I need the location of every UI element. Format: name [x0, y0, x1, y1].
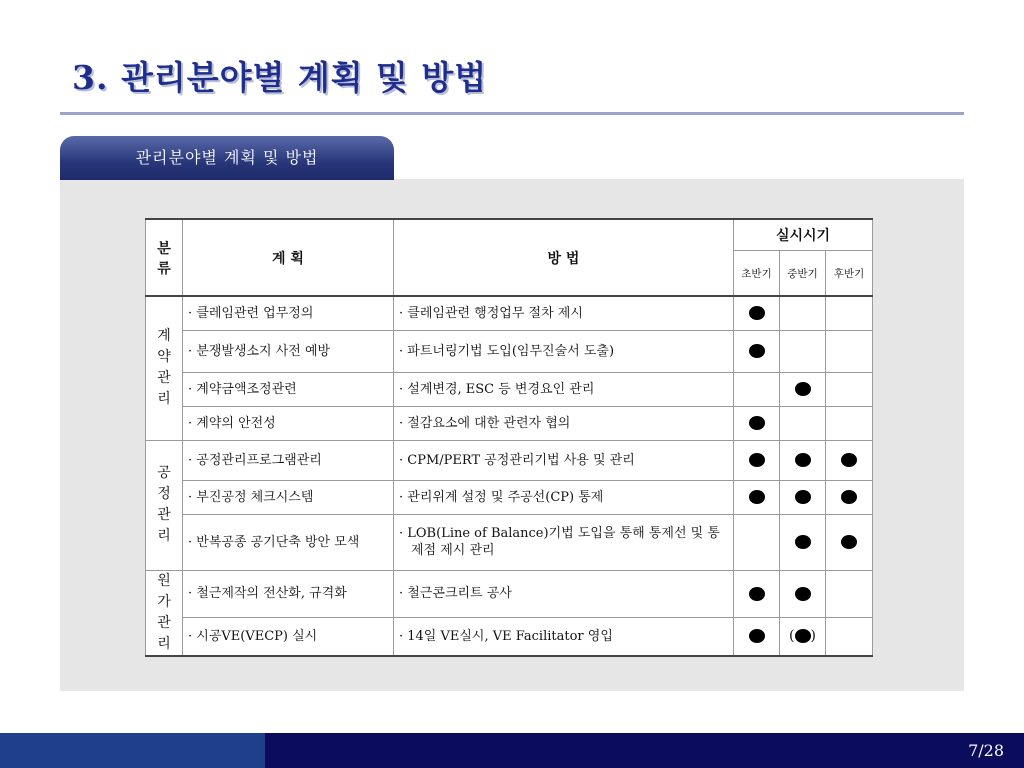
early-period-cell [734, 406, 780, 440]
category-cell: 원 가 관 리 [146, 570, 183, 656]
bullet-icon [795, 453, 811, 467]
table-row [146, 330, 873, 372]
method-cell: · LOB(Line of Balance)기법 도입을 통해 통제선 및 통제점 제시 관리 [394, 514, 734, 570]
plan-cell: · 공정관리프로그램관리 [183, 440, 394, 480]
late-period-cell [826, 372, 873, 406]
late-period-cell [826, 330, 873, 372]
mid-period-cell: ( ) [780, 617, 826, 655]
table-row [146, 372, 873, 406]
mid-period-cell [780, 406, 826, 440]
early-period-cell [734, 514, 780, 570]
bullet-icon [841, 535, 857, 549]
page-number: 7/28 [968, 741, 1004, 760]
table-row [146, 514, 873, 570]
late-period-cell [826, 617, 873, 655]
bullet-icon [749, 306, 765, 320]
plan-cell: · 클레임관련 업무정의 [183, 296, 394, 330]
bullet-icon [841, 453, 857, 467]
late-period-cell [826, 296, 873, 330]
method-cell: · 설계변경, ESC 등 변경요인 관리 [394, 372, 734, 406]
method-cell: · 관리위계 설정 및 주공선(CP) 통제 [394, 480, 734, 514]
period-header: 실시시기 [734, 219, 873, 251]
early-period-cell [734, 570, 780, 617]
category-header: 분 류 [146, 219, 183, 296]
plan-cell: · 반복공종 공기단축 방안 모색 [183, 514, 394, 570]
plan-cell: · 계약금액조정관련 [183, 372, 394, 406]
bullet-icon [749, 629, 765, 643]
method-header: 방 법 [394, 219, 734, 296]
bullet-icon [795, 382, 811, 396]
method-cell: · 클레임관련 행정업무 절차 제시 [394, 296, 734, 330]
bullet-icon [795, 535, 811, 549]
late-header: 후반기 [826, 251, 873, 297]
method-cell: · CPM/PERT 공정관리기법 사용 및 관리 [394, 440, 734, 480]
late-period-cell [826, 406, 873, 440]
bullet-icon [749, 490, 765, 504]
mid-period-cell [780, 330, 826, 372]
table-row [146, 296, 873, 330]
method-cell: · 철근콘크리트 공사 [394, 570, 734, 617]
mid-header: 중반기 [780, 251, 826, 297]
early-period-cell [734, 296, 780, 330]
table-row [146, 480, 873, 514]
bullet-icon [749, 344, 765, 358]
plan-cell: · 분쟁발생소지 사전 예방 [183, 330, 394, 372]
mid-period-cell [780, 296, 826, 330]
method-cell: · 파트너링기법 도입(임무진술서 도출) [394, 330, 734, 372]
mid-period-cell [780, 570, 826, 617]
method-cell: · 절감요소에 대한 관련자 협의 [394, 406, 734, 440]
bullet-icon [749, 416, 765, 430]
late-period-cell [826, 480, 873, 514]
plan-cell: · 철근제작의 전산화, 규격화 [183, 570, 394, 617]
table-row [146, 406, 873, 440]
table-row [146, 617, 873, 655]
mid-period-cell [780, 480, 826, 514]
bullet-icon [749, 453, 765, 467]
plan-cell: · 부진공정 체크시스템 [183, 480, 394, 514]
slide-title: 3. 관리분야별 계획 및 방법 [72, 58, 488, 97]
category-cell: 계 약 관 리 [146, 296, 183, 440]
bullet-icon [795, 587, 811, 601]
bullet-icon [795, 490, 811, 504]
plan-cell: · 계약의 안전성 [183, 406, 394, 440]
section-tab: 관리분야별 계획 및 방법 [60, 136, 394, 180]
footer-accent [0, 733, 265, 768]
method-cell: · 14일 VE실시, VE Facilitator 영입 [394, 617, 734, 655]
mid-period-cell [780, 514, 826, 570]
bullet-icon [841, 490, 857, 504]
category-cell: 공 정 관 리 [146, 440, 183, 570]
table-row [146, 570, 873, 617]
late-period-cell [826, 440, 873, 480]
table-row [146, 440, 873, 480]
late-period-cell [826, 514, 873, 570]
late-period-cell [826, 570, 873, 617]
plan-table-body [146, 296, 873, 656]
plan-table [145, 218, 873, 657]
bullet-icon [795, 629, 811, 643]
mid-period-cell [780, 440, 826, 480]
early-period-cell [734, 330, 780, 372]
title-divider [60, 112, 964, 115]
bullet-icon [749, 587, 765, 601]
early-header: 초반기 [734, 251, 780, 297]
early-period-cell [734, 440, 780, 480]
mid-period-cell [780, 372, 826, 406]
plan-header: 계 획 [183, 219, 394, 296]
early-period-cell [734, 617, 780, 655]
plan-cell: · 시공VE(VECP) 실시 [183, 617, 394, 655]
early-period-cell [734, 372, 780, 406]
early-period-cell [734, 480, 780, 514]
